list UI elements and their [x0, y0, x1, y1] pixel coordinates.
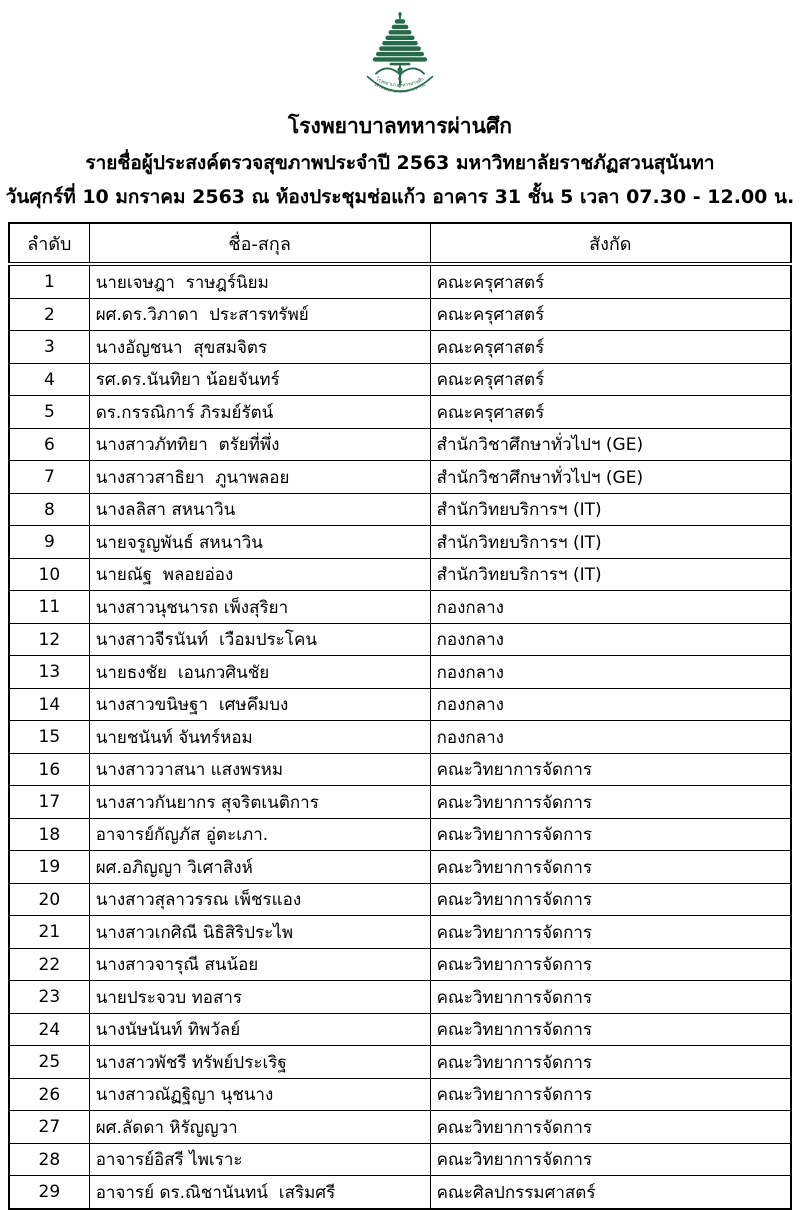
table-header-row [9, 223, 791, 264]
name-cell: อาจารย์อิสรี ไพเราะ [89, 1143, 430, 1176]
affiliation-cell: คณะวิทยาการจัดการ [430, 1078, 791, 1111]
table-row [9, 591, 791, 624]
table-row [9, 981, 791, 1014]
row-number-cell: 5 [9, 396, 89, 429]
name-cell: นางสาววาสนา แสงพรหม [89, 753, 430, 786]
table-row [9, 786, 791, 819]
affiliation-cell: สำนักวิทยบริการฯ (IT) [430, 493, 791, 526]
affiliation-cell: สำนักวิทยบริการฯ (IT) [430, 558, 791, 591]
row-number-cell: 26 [9, 1078, 89, 1111]
affiliation-cell: คณะวิทยาการจัดการ [430, 753, 791, 786]
name-cell: นางสาวจีรนันท์ เวือมประโคน [89, 623, 430, 656]
row-number-cell: 15 [9, 721, 89, 754]
affiliation-cell: คณะครุศาสตร์ [430, 396, 791, 429]
affiliation-cell: คณะวิทยาการจัดการ [430, 818, 791, 851]
document-header [0, 110, 800, 212]
affiliation-cell: คณะวิทยาการจัดการ [430, 948, 791, 981]
row-number-cell: 2 [9, 298, 89, 331]
table-row [9, 264, 791, 298]
affiliation-cell: คณะศิลปกรรมศาสตร์ [430, 1176, 791, 1209]
row-number-cell: 20 [9, 883, 89, 916]
name-cell: นางสาวจารุณี สนน้อย [89, 948, 430, 981]
name-cell: ผศ.ลัดดา หิรัญญวา [89, 1111, 430, 1144]
table-row [9, 526, 791, 559]
row-number-cell: 6 [9, 428, 89, 461]
table-row [9, 461, 791, 494]
row-number-cell: 19 [9, 851, 89, 884]
table-row [9, 1046, 791, 1079]
affiliation-cell: คณะวิทยาการจัดการ [430, 916, 791, 949]
table-body [9, 264, 791, 1209]
row-number-cell: 22 [9, 948, 89, 981]
row-number-cell: 18 [9, 818, 89, 851]
affiliation-cell: กองกลาง [430, 623, 791, 656]
table-row [9, 1111, 791, 1144]
table-row [9, 883, 791, 916]
table-row [9, 363, 791, 396]
name-cell: นางสาวสุลาวรรณ เพ็ชรแอง [89, 883, 430, 916]
column-header-number: ลำดับ [9, 223, 89, 264]
affiliation-cell: คณะครุศาสตร์ [430, 331, 791, 364]
row-number-cell: 13 [9, 656, 89, 689]
table-row [9, 1013, 791, 1046]
row-number-cell: 4 [9, 363, 89, 396]
table-row [9, 851, 791, 884]
row-number-cell: 16 [9, 753, 89, 786]
table-row [9, 331, 791, 364]
affiliation-cell: สำนักวิทยบริการฯ (IT) [430, 526, 791, 559]
row-number-cell: 24 [9, 1013, 89, 1046]
name-cell: นางสาวภัททิยา ตรัยที่พึ่ง [89, 428, 430, 461]
name-cell: ดร.กรรณิการ์ ภิรมย์รัตน์ [89, 396, 430, 429]
name-cell: นายเจษฎา ราษฎร์นิยม [89, 264, 430, 298]
row-number-cell: 3 [9, 331, 89, 364]
table-row [9, 948, 791, 981]
name-cell: นางสาวกันยากร สุจริตเนติการ [89, 786, 430, 819]
affiliation-cell: กองกลาง [430, 721, 791, 754]
affiliation-cell: คณะครุศาสตร์ [430, 264, 791, 298]
affiliation-cell: คณะวิทยาการจัดการ [430, 1111, 791, 1144]
affiliation-cell: คณะวิทยาการจัดการ [430, 1013, 791, 1046]
table-row [9, 558, 791, 591]
table-row [9, 1176, 791, 1209]
row-number-cell: 14 [9, 688, 89, 721]
column-header-affiliation: สังกัด [430, 223, 791, 264]
row-number-cell: 1 [9, 264, 89, 298]
name-cell: นายชนันท์ จันทร์หอม [89, 721, 430, 754]
table-row [9, 493, 791, 526]
name-cell: นางสาวนุชนารถ เพ็งสุริยา [89, 591, 430, 624]
table-row [9, 688, 791, 721]
affiliation-cell: คณะวิทยาการจัดการ [430, 1046, 791, 1079]
row-number-cell: 7 [9, 461, 89, 494]
schedule-line: วันศุกร์ที่ 10 มกราคม 2563 ณ ห้องประชุมช่อแก้ว อาคาร 31 ชั้น 5 เวลา 07.30 - 12.00 น. [5, 185, 795, 208]
row-number-cell: 11 [9, 591, 89, 624]
table-row [9, 656, 791, 689]
name-cell: นางสาวเกศิณี นิธิสิริประไพ [89, 916, 430, 949]
affiliation-cell: คณะวิทยาการจัดการ [430, 981, 791, 1014]
table-row [9, 623, 791, 656]
table-row [9, 721, 791, 754]
row-number-cell: 27 [9, 1111, 89, 1144]
row-number-cell: 9 [9, 526, 89, 559]
name-cell: นางอัญชนา สุขสมจิตร [89, 331, 430, 364]
affiliation-cell: คณะครุศาสตร์ [430, 363, 791, 396]
name-cell: อาจารย์กัญภัส อู่ตะเภา. [89, 818, 430, 851]
name-cell: นางสาวณัฏฐิญา นุชนาง [89, 1078, 430, 1111]
document-subtitle: รายชื่อผู้ประสงค์ตรวจสุขภาพประจำปี 2563 มหาวิทยาลัยราชภัฏสวนสุนันทา [85, 151, 715, 174]
row-number-cell: 8 [9, 493, 89, 526]
table-row [9, 396, 791, 429]
name-cell: นางสาวพัชรี ทรัพย์ประเริฐ [89, 1046, 430, 1079]
column-header-name: ชื่อ-สกุล [89, 223, 430, 264]
affiliation-cell: คณะวิทยาการจัดการ [430, 851, 791, 884]
row-number-cell: 23 [9, 981, 89, 1014]
row-number-cell: 29 [9, 1176, 89, 1209]
row-number-cell: 10 [9, 558, 89, 591]
hospital-emblem-icon [354, 12, 446, 108]
attendee-table [8, 222, 792, 1210]
name-cell: ผศ.ดร.วิภาดา ประสารทรัพย์ [89, 298, 430, 331]
affiliation-cell: คณะครุศาสตร์ [430, 298, 791, 331]
table-row [9, 1143, 791, 1176]
table-row [9, 753, 791, 786]
affiliation-cell: กองกลาง [430, 591, 791, 624]
name-cell: นายจรูญพันธ์ สหนาวิน [89, 526, 430, 559]
name-cell: ผศ.อภิญญา วิเศาสิงห์ [89, 851, 430, 884]
hospital-name-title: โรงพยาบาลทหารผ่านศึก [288, 114, 512, 138]
row-number-cell: 21 [9, 916, 89, 949]
table-row [9, 916, 791, 949]
affiliation-cell: กองกลาง [430, 656, 791, 689]
hospital-logo [0, 12, 800, 108]
name-cell: นางสาวสาธิยา ภูนาพลอย [89, 461, 430, 494]
name-cell: นางสาวขนิษฐา เศษคึมบง [89, 688, 430, 721]
row-number-cell: 25 [9, 1046, 89, 1079]
affiliation-cell: คณะวิทยาการจัดการ [430, 1143, 791, 1176]
table-row [9, 428, 791, 461]
name-cell: นายประจวบ ทอสาร [89, 981, 430, 1014]
row-number-cell: 17 [9, 786, 89, 819]
table-row [9, 1078, 791, 1111]
name-cell: นางลลิสา สหนาวิน [89, 493, 430, 526]
logo-thai-arc-text: โรงพยาบาลทหารผ่านศึก [374, 77, 426, 89]
name-cell: อาจารย์ ดร.ณิชานันทน์ เสริมศรี [89, 1176, 430, 1209]
name-cell: นายณัฐ พลอยอ่อง [89, 558, 430, 591]
affiliation-cell: คณะวิทยาการจัดการ [430, 786, 791, 819]
name-cell: นางนัษนันท์ ทิพวัลย์ [89, 1013, 430, 1046]
affiliation-cell: คณะวิทยาการจัดการ [430, 883, 791, 916]
row-number-cell: 28 [9, 1143, 89, 1176]
name-cell: นายธงชัย เอนกวศินชัย [89, 656, 430, 689]
table-row [9, 818, 791, 851]
row-number-cell: 12 [9, 623, 89, 656]
name-cell: รศ.ดร.นันทิยา น้อยจันทร์ [89, 363, 430, 396]
table-row [9, 298, 791, 331]
affiliation-cell: กองกลาง [430, 688, 791, 721]
logo-english-arc-text: VETERANS GENERAL HOSPITAL [373, 82, 427, 94]
affiliation-cell: สำนักวิชาศึกษาทั่วไปฯ (GE) [430, 461, 791, 494]
affiliation-cell: สำนักวิชาศึกษาทั่วไปฯ (GE) [430, 428, 791, 461]
